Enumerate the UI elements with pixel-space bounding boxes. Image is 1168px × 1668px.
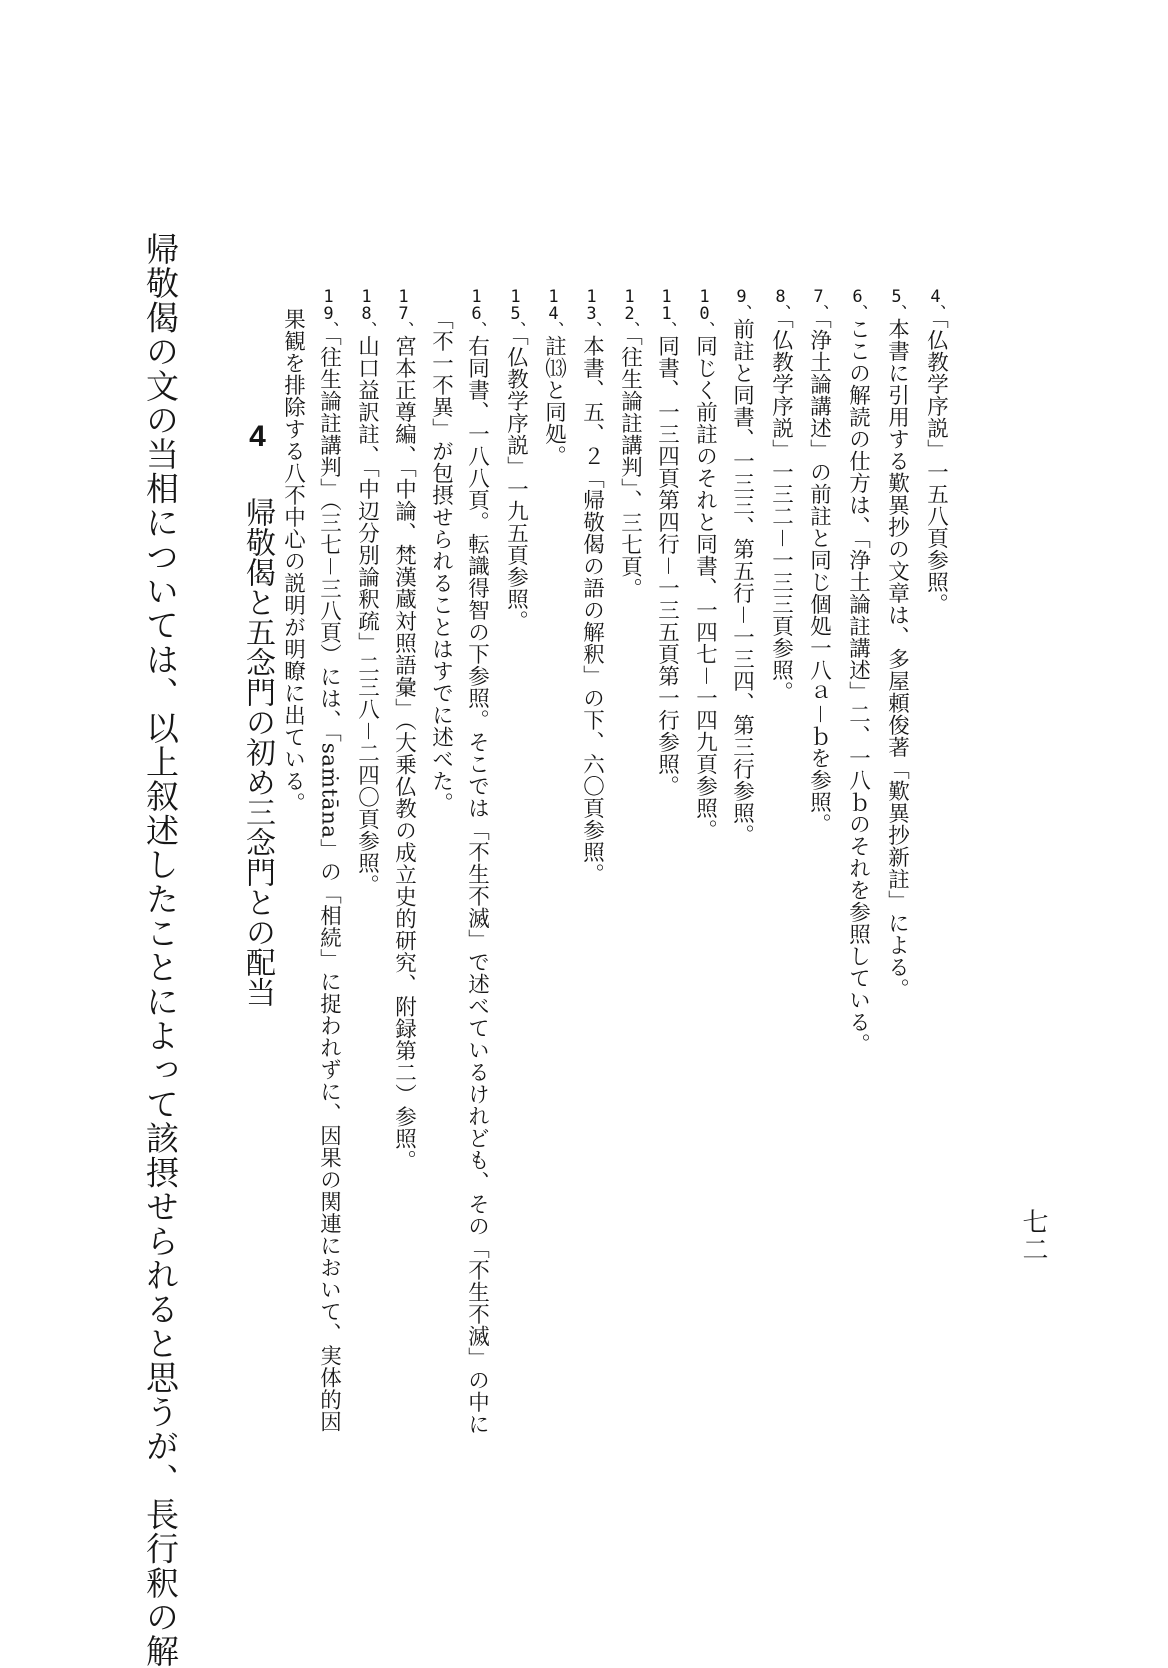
note-text: 果観を排除する八不中心の説明が明瞭に出ている。 — [280, 308, 306, 814]
note-number: 12、 — [619, 287, 640, 335]
section-heading — [240, 420, 275, 1007]
note-item — [581, 287, 603, 885]
note-number: 6、 — [847, 287, 868, 318]
note-item — [619, 287, 641, 600]
section-number: 4 — [241, 420, 274, 453]
note-number: 17、 — [393, 287, 414, 335]
note-item — [282, 308, 304, 814]
note-item — [925, 287, 947, 615]
note-item — [656, 287, 678, 797]
note-text: 註⒀と同処。 — [541, 335, 567, 467]
note-text: 同じく前註のそれと同書、一四七－一四九頁参照。 — [692, 335, 718, 842]
note-text: 右同書、一八八頁。転識得智の下参照。そこでは「不生不滅」で述べているけれども、その「不生不滅」の中に — [464, 335, 490, 1435]
note-number: 8、 — [770, 287, 791, 318]
page-number: 七二 — [1018, 1208, 1048, 1264]
note-text: 「仏教学序説」一五八頁参照。 — [923, 318, 949, 616]
note-text: 本書に引用する歎異抄の文章は、多屋頼俊著「歎異抄新註」による。 — [884, 318, 910, 1000]
note-text: 宮本正尊編、「中論、梵漢蔵対照語彙」（大乗仏教の成立史的研究、附録第二）参照。 — [391, 335, 417, 1172]
note-text: 同書、一三四頁第四行－一三五頁第一行参照。 — [654, 335, 680, 798]
note-text: 「仏教学序説」一三二－一三三頁参照。 — [768, 318, 794, 704]
note-item — [318, 287, 340, 1433]
note-text: 「仏教学序説」一九五頁参照。 — [503, 335, 529, 633]
note-text: 「浄土論講述」の前註と同じ個処一八ａ－ｂを参照。 — [806, 318, 832, 836]
note-item — [543, 287, 565, 467]
section-title: 帰敬偈と五念門の初め三念門との配当 — [240, 497, 275, 1007]
note-item — [694, 287, 716, 841]
note-item — [356, 287, 378, 896]
body-paragraph: 帰敬偈の文の当相については、以上叙述したことによって該摂せられると思うが、長行釈の解 — [141, 232, 180, 1668]
note-number: 4、 — [925, 287, 946, 318]
note-number: 10、 — [694, 287, 715, 335]
note-item — [505, 287, 527, 632]
note-number: 5、 — [886, 287, 907, 318]
note-number: 16、 — [466, 287, 487, 335]
note-text: 「不一不異」が包摂せられることはすでに述べた。 — [428, 308, 454, 814]
note-item — [393, 287, 415, 1172]
note-number: 13、 — [581, 287, 602, 335]
note-item — [847, 287, 869, 1055]
note-text: 「往生論註講判」（三七－三八頁）には、「saṁtāna」の「相続」に捉われずに、因果の関連において、実体的因 — [316, 335, 342, 1433]
note-number: 15、 — [505, 287, 526, 335]
note-text: 前註と同書、一三三、第五行－一三四、第三行参照。 — [729, 318, 755, 847]
note-text: ここの解読の仕方は、「浄土論註講述」二、一八ｂのそれを参照している。 — [845, 318, 871, 1056]
note-item — [770, 287, 792, 703]
note-item — [466, 287, 488, 1435]
note-number: 18、 — [356, 287, 377, 335]
note-item — [731, 287, 753, 846]
note-number: 19、 — [318, 287, 339, 335]
note-number: 11、 — [656, 287, 677, 335]
note-text: 本書、五、２「帰敬偈の語の解釈」の下、六〇頁参照。 — [579, 335, 605, 885]
note-item — [430, 308, 452, 814]
note-text: 「往生論註講判」、三七頁。 — [617, 335, 643, 600]
note-item — [808, 287, 830, 835]
note-number: 9、 — [731, 287, 752, 318]
note-number: 7、 — [808, 287, 829, 318]
note-number: 14、 — [543, 287, 564, 335]
note-text: 山口益訳註、「中辺分別論釈疏」二三八－二四〇頁参照。 — [354, 335, 380, 897]
note-item — [886, 287, 908, 1000]
